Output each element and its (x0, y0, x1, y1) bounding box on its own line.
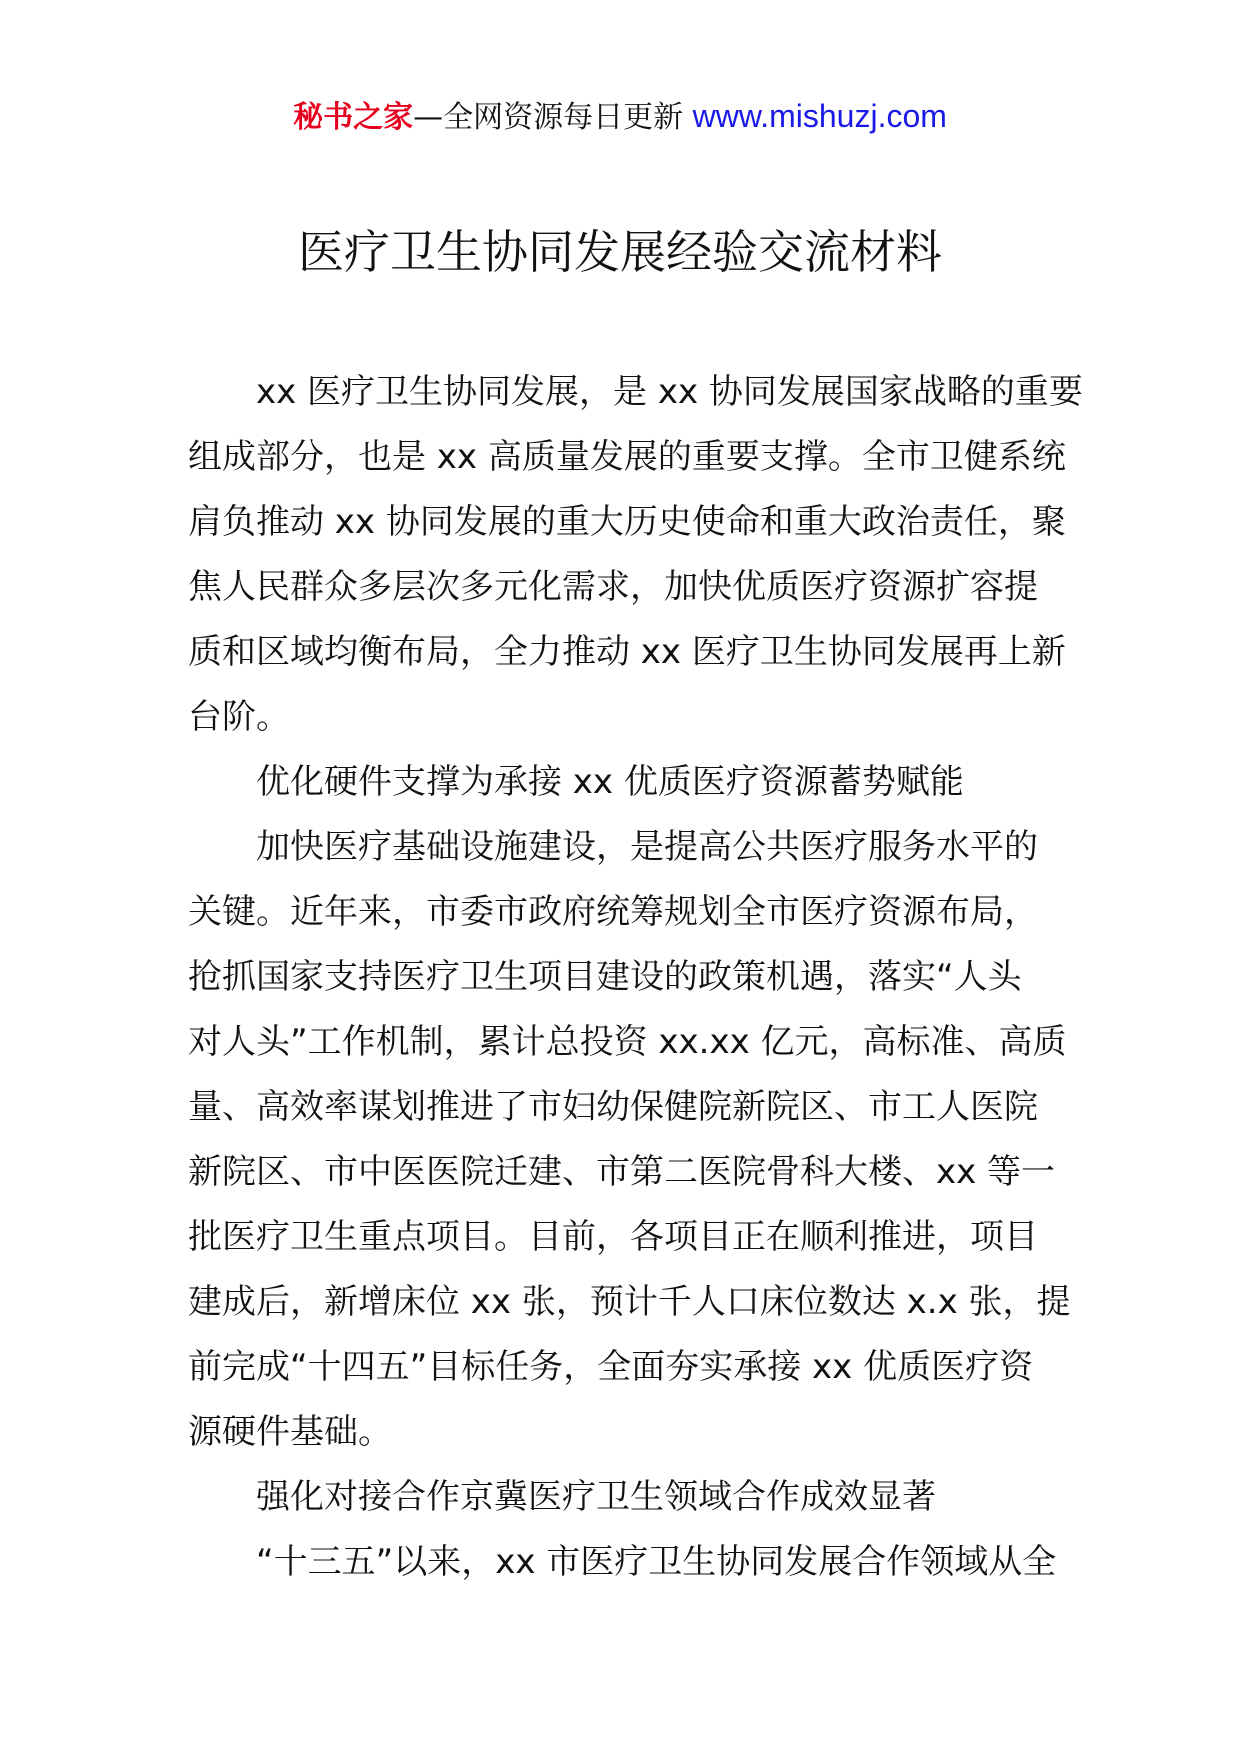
document-title: 医疗卫生协同发展经验交流材料 (298, 225, 942, 279)
site-url-link[interactable]: www.mishuzj.com (692, 98, 947, 134)
site-brand: 秘书之家 (293, 100, 414, 135)
paragraph-line: 批医疗卫生重点项目。目前，各项目正在顺利推进，项目 (188, 1217, 1038, 1257)
site-header (0, 96, 1240, 138)
paragraph-line: 组成部分，也是 xx 高质量发展的重要支撑。全市卫健系统 (188, 437, 1066, 477)
document-body (188, 360, 1083, 1595)
paragraph-line: 源硬件基础。 (188, 1412, 392, 1452)
section-heading: 强化对接合作京冀医疗卫生领域合作成效显著 (256, 1477, 936, 1517)
paragraph-line: 量、高效率谋划推进了市妇幼保健院新院区、市工人医院 (188, 1087, 1038, 1127)
paragraph-line: 关键。近年来，市委市政府统筹规划全市医疗资源布局， (188, 892, 1038, 932)
site-slogan: —全网资源每日更新 (413, 100, 684, 135)
paragraph-line: 质和区域均衡布局，全力推动 xx 医疗卫生协同发展再上新 (188, 632, 1066, 672)
paragraph-line: 建成后，新增床位 xx 张，预计千人口床位数达 x.x 张，提 (188, 1282, 1071, 1322)
paragraph-line: “十三五”以来，xx 市医疗卫生协同发展合作领域从全 (256, 1542, 1057, 1582)
paragraph-line: 新院区、市中医医院迁建、市第二医院骨科大楼、xx 等一 (188, 1152, 1056, 1192)
paragraph-line: xx 医疗卫生协同发展，是 xx 协同发展国家战略的重要 (256, 372, 1083, 412)
paragraph-line: 肩负推动 xx 协同发展的重大历史使命和重大政治责任，聚 (188, 502, 1066, 542)
section-heading: 优化硬件支撑为承接 xx 优质医疗资源蓄势赋能 (256, 762, 964, 802)
paragraph-line: 台阶。 (188, 697, 290, 737)
paragraph-line: 加快医疗基础设施建设，是提高公共医疗服务水平的 (256, 827, 1038, 867)
paragraph-line: 抢抓国家支持医疗卫生项目建设的政策机遇，落实“人头 (188, 957, 1022, 997)
paragraph-line: 对人头”工作机制，累计总投资 xx.xx 亿元，高标准、高质 (188, 1022, 1067, 1062)
paragraph-line: 前完成“十四五”目标任务，全面夯实承接 xx 优质医疗资 (188, 1347, 1034, 1387)
paragraph-line: 焦人民群众多层次多元化需求，加快优质医疗资源扩容提 (188, 567, 1038, 607)
